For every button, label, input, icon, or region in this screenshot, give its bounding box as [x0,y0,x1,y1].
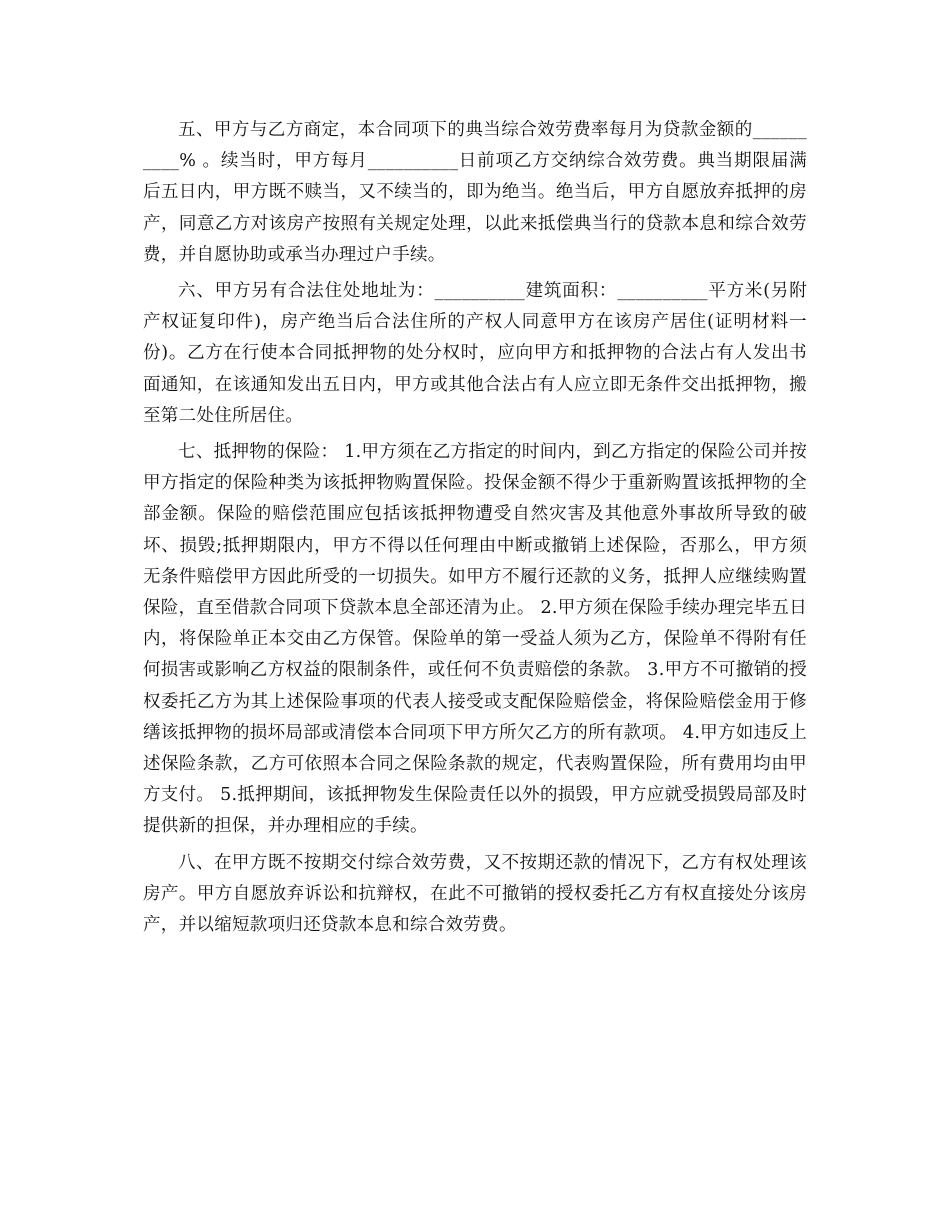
clause-6-paragraph: 六、甲方另有合法住处地址为：__________建筑面积：__________平方米(另附产权证复印件)，房产绝当后合法住所的产权人同意甲方在该房产居住(证明材料一份)。乙方在行使本合同抵押物的处分权时，应向甲方和抵押物的合法占有人发出书面通知，在该通知发出五日内，甲方或其他合法占有人应立即无条件交出抵押物，搬至第二处住所居住。 [143,281,807,426]
document-body [143,115,807,946]
clause-7-paragraph: 七、抵押物的保险： 1.甲方须在乙方指定的时间内，到乙方指定的保险公司并按甲方指定的保险种类为该抵押物购置保险。投保金额不得少于重新购置该抵押物的全部金额。保险的赔偿范围应包括该抵押物遭受自然灾害及其他意外事故所导致的破坏、损毁;抵押期限内，甲方不得以任何理由中断或撤销上述保险，否那么，甲方须无条件赔偿甲方因此所受的一切损失。如甲方不履行还款的义务，抵押人应继续购置保险，直至借款合同项下贷款本息全部还清为止。 2.甲方须在保险手续办理完毕五日内，将保险单正本交由乙方保管。保险单的第一受益人须为乙方，保险单不得附有任何损害或影响乙方权益的限制条件，或任何不负责赔偿的条款。 3.甲方不可撤销的授权委托乙方为其上述保险事项的代表人接受或支配保险赔偿金，将保险赔偿金用于修缮该抵押物的损坏局部或清偿本合同项下甲方所欠乙方的所有款项。 4.甲方如违反上述保险条款，乙方可依照本合同之保险条款的规定，代表购置保险，所有费用均由甲方支付。 5.抵押期间，该抵押物发生保险责任以外的损毁，甲方应就受损毁局部及时提供新的担保，并办理相应的手续。 [143,442,807,837]
clause-5-paragraph: 五、甲方与乙方商定，本合同项下的典当综合效劳费率每月为贷款金额的__________% 。续当时，甲方每月__________日前项乙方交纳综合效劳费。典当期限届满后五日内，甲方既不赎当，又不续当的，即为绝当。绝当后，甲方自愿放弃抵押的房产，同意乙方对该房产按照有关规定处理，以此来抵偿典当行的贷款本息和综合效劳费，并自愿协助或承当办理过户手续。 [143,120,807,265]
clause-8-paragraph: 八、在甲方既不按期交付综合效劳费，又不按期还款的情况下，乙方有权处理该房产。甲方自愿放弃诉讼和抗辩权，在此不可撤销的授权委托乙方有权直接处分该房产，并以缩短款项归还贷款本息和综合效劳费。 [143,852,807,936]
